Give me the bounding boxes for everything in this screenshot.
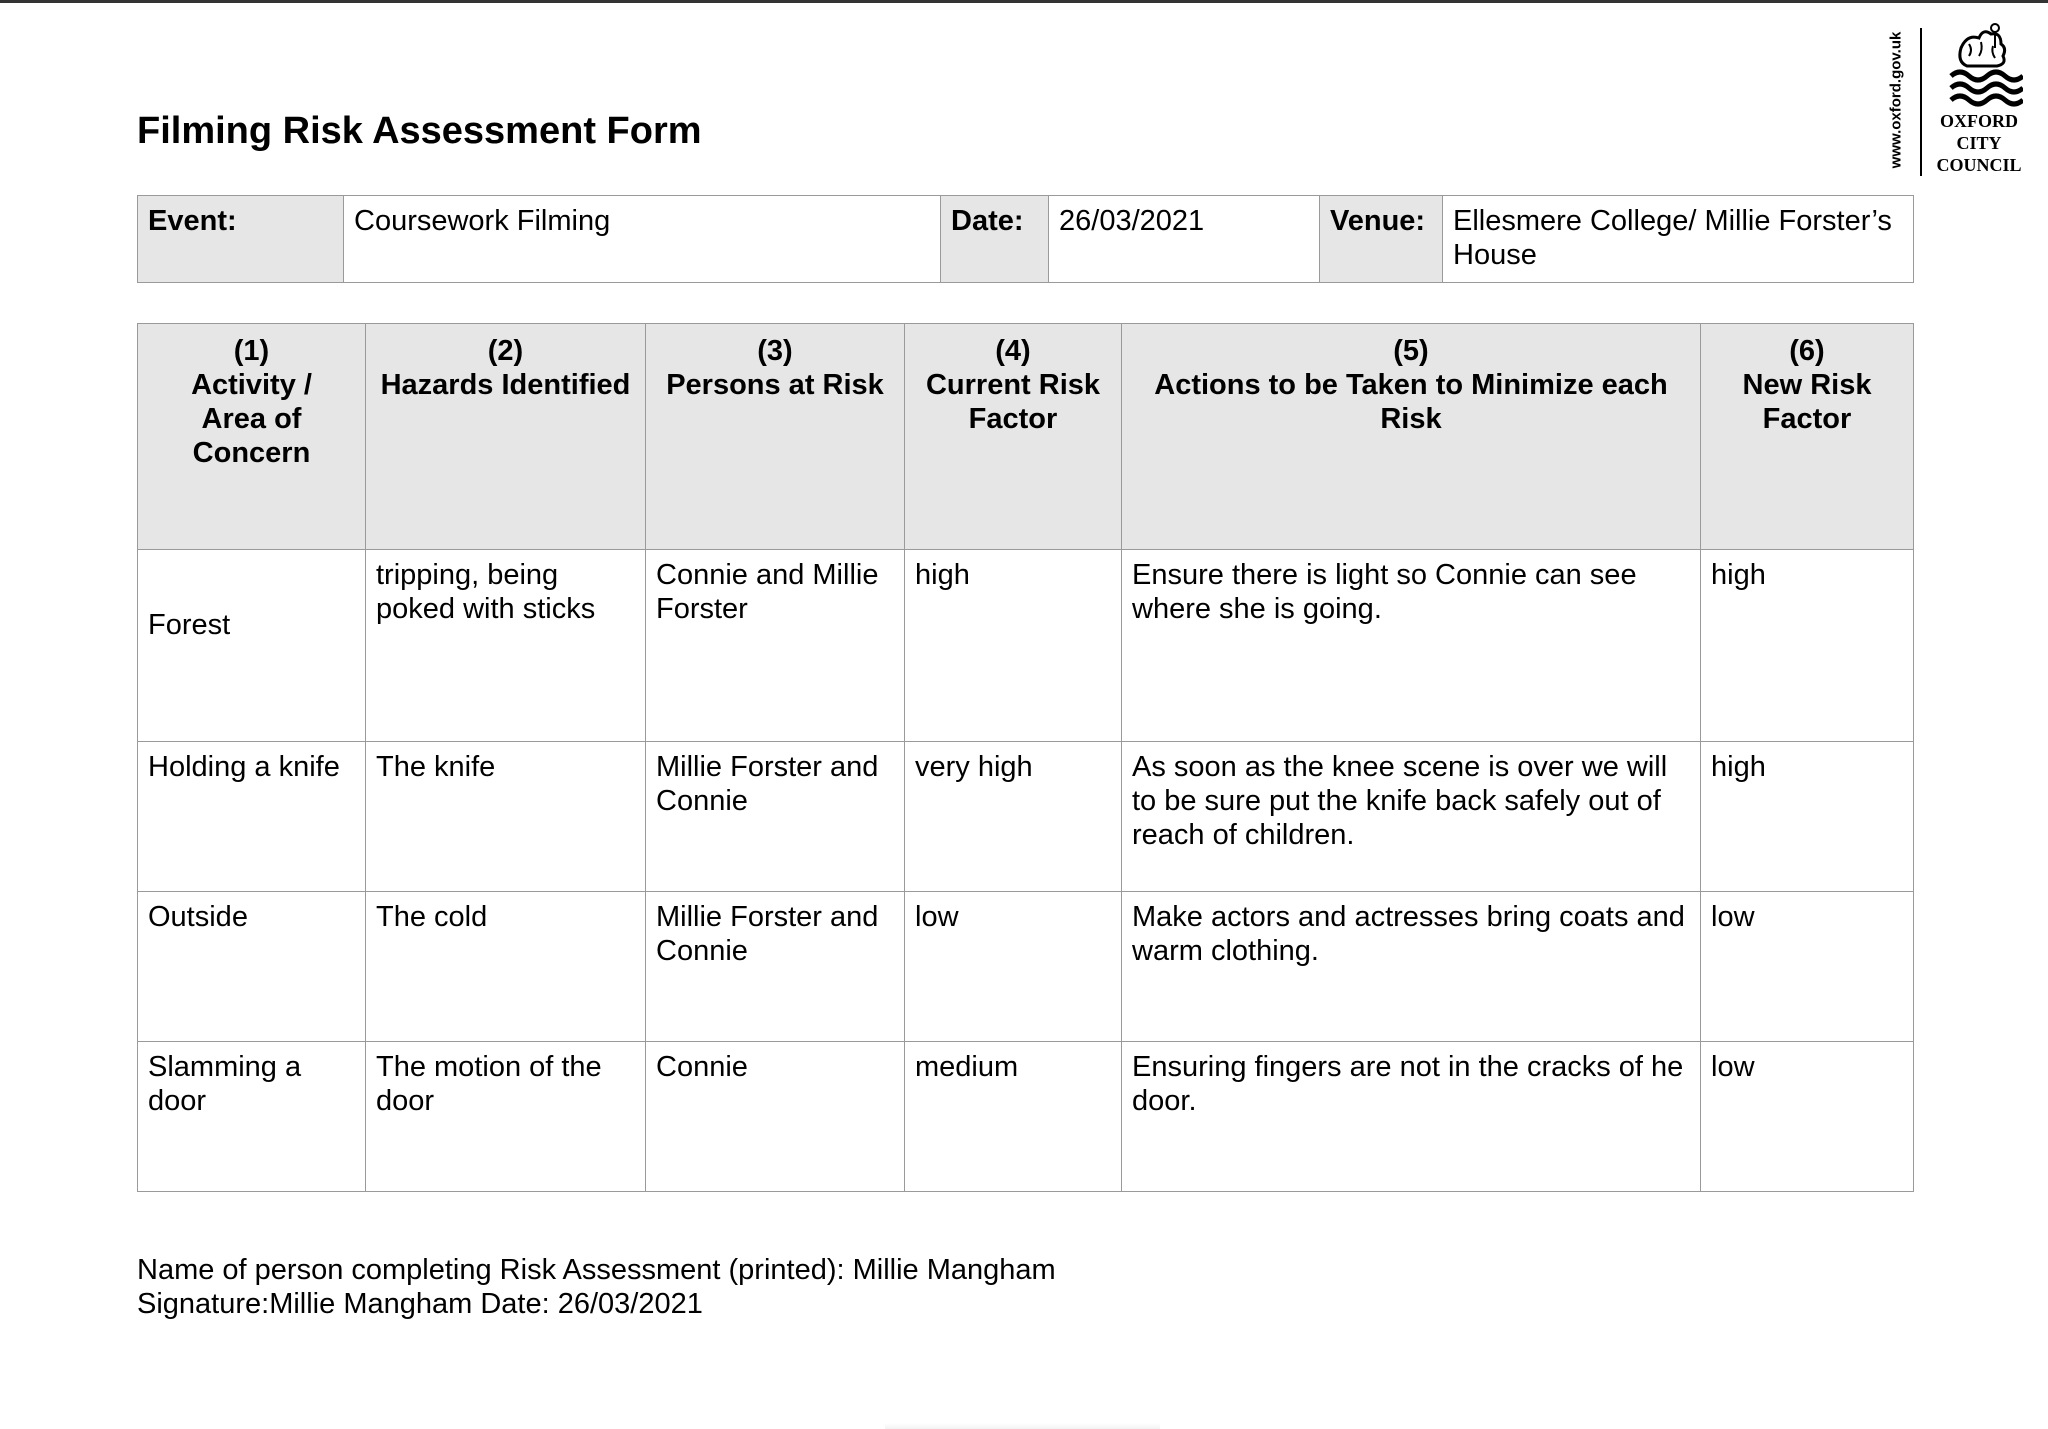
crest-icon <box>1935 18 2023 118</box>
column-header-actions <box>1122 324 1701 550</box>
cell-persons: Connie and Millie Forster <box>646 550 905 742</box>
page-title: Filming Risk Assessment Form <box>137 110 702 152</box>
cell-current-risk: high <box>905 550 1122 742</box>
column-number: (5) <box>1393 335 1429 367</box>
cell-actions: Make actors and actresses bring coats and warm clothing. <box>1122 892 1701 1042</box>
venue-label: Venue: <box>1320 196 1443 283</box>
cell-new-risk: low <box>1701 1042 1914 1192</box>
risk-table-header-row <box>138 324 1914 550</box>
cell-new-risk: high <box>1701 742 1914 892</box>
council-name-line: OXFORD <box>1940 111 2018 131</box>
column-title-line: Hazards Identified <box>380 369 631 401</box>
cell-hazards: The motion of the door <box>366 1042 646 1192</box>
column-number: (2) <box>487 335 524 367</box>
cell-current-risk: low <box>905 892 1122 1042</box>
logo-url: www.oxford.gov.uk <box>1887 31 1905 169</box>
signature-line: Signature:Millie Mangham Date: 26/03/2021 <box>137 1288 703 1320</box>
column-title-line: Actions to be Taken to Minimize each <box>1154 369 1668 401</box>
column-header-hazards <box>366 324 646 550</box>
risk-assessment-table <box>137 323 1914 1192</box>
cell-hazards: The knife <box>366 742 646 892</box>
event-info-row <box>138 196 1914 283</box>
council-name-line: CITY <box>1956 133 2002 153</box>
event-label: Event: <box>138 196 344 283</box>
column-title-line: New Risk <box>1742 369 1872 401</box>
table-row <box>138 742 1914 892</box>
column-title-line: Factor <box>968 403 1058 435</box>
council-name <box>1925 110 2033 176</box>
column-number: (3) <box>757 335 793 367</box>
cell-activity: Slamming a door <box>138 1042 366 1192</box>
column-header-persons <box>646 324 905 550</box>
cell-hazards: The cold <box>366 892 646 1042</box>
cell-activity: Holding a knife <box>138 742 366 892</box>
column-header-current-risk <box>905 324 1122 550</box>
venue-value: Ellesmere College/ Millie Forster’s House <box>1443 196 1914 283</box>
cell-persons: Millie Forster and Connie <box>646 742 905 892</box>
event-value: Coursework Filming <box>344 196 941 283</box>
table-row <box>138 1042 1914 1192</box>
cell-persons: Millie Forster and Connie <box>646 892 905 1042</box>
table-row <box>138 550 1914 742</box>
date-label: Date: <box>941 196 1049 283</box>
column-number: (4) <box>995 335 1031 367</box>
cell-activity: Forest <box>138 550 366 742</box>
column-title-line: Risk <box>1380 403 1442 435</box>
cell-actions: As soon as the knee scene is over we will to be sure put the knife back safely out of reach of children. <box>1122 742 1701 892</box>
column-title-line: Factor <box>1762 403 1852 435</box>
column-title-line: Area of <box>201 403 302 435</box>
column-number: (6) <box>1789 335 1825 367</box>
printed-name-line: Name of person completing Risk Assessment (printed): Millie Mangham <box>137 1254 1056 1286</box>
top-border <box>0 0 2048 3</box>
cell-new-risk: high <box>1701 550 1914 742</box>
column-title-line: Persons at Risk <box>666 369 884 401</box>
signature-block <box>137 1253 1056 1321</box>
cell-actions: Ensure there is light so Connie can see where she is going. <box>1122 550 1701 742</box>
cell-current-risk: medium <box>905 1042 1122 1192</box>
column-title-line: Activity / <box>191 369 312 401</box>
column-title-line: Current Risk <box>925 369 1101 401</box>
table-row <box>138 892 1914 1042</box>
column-header-activity <box>138 324 366 550</box>
column-title-line: Concern <box>192 437 311 469</box>
date-value: 26/03/2021 <box>1049 196 1320 283</box>
page-edge-shadow <box>885 1423 1160 1429</box>
cell-hazards: tripping, being poked with sticks <box>366 550 646 742</box>
cell-current-risk: very high <box>905 742 1122 892</box>
cell-actions: Ensuring fingers are not in the cracks of he door. <box>1122 1042 1701 1192</box>
column-number: (1) <box>233 335 270 367</box>
column-header-new-risk <box>1701 324 1914 550</box>
logo-divider <box>1920 28 1922 176</box>
event-info-table <box>137 195 1914 283</box>
cell-activity: Outside <box>138 892 366 1042</box>
council-name-line: COUNCIL <box>1936 155 2022 175</box>
cell-new-risk: low <box>1701 892 1914 1042</box>
cell-persons: Connie <box>646 1042 905 1192</box>
